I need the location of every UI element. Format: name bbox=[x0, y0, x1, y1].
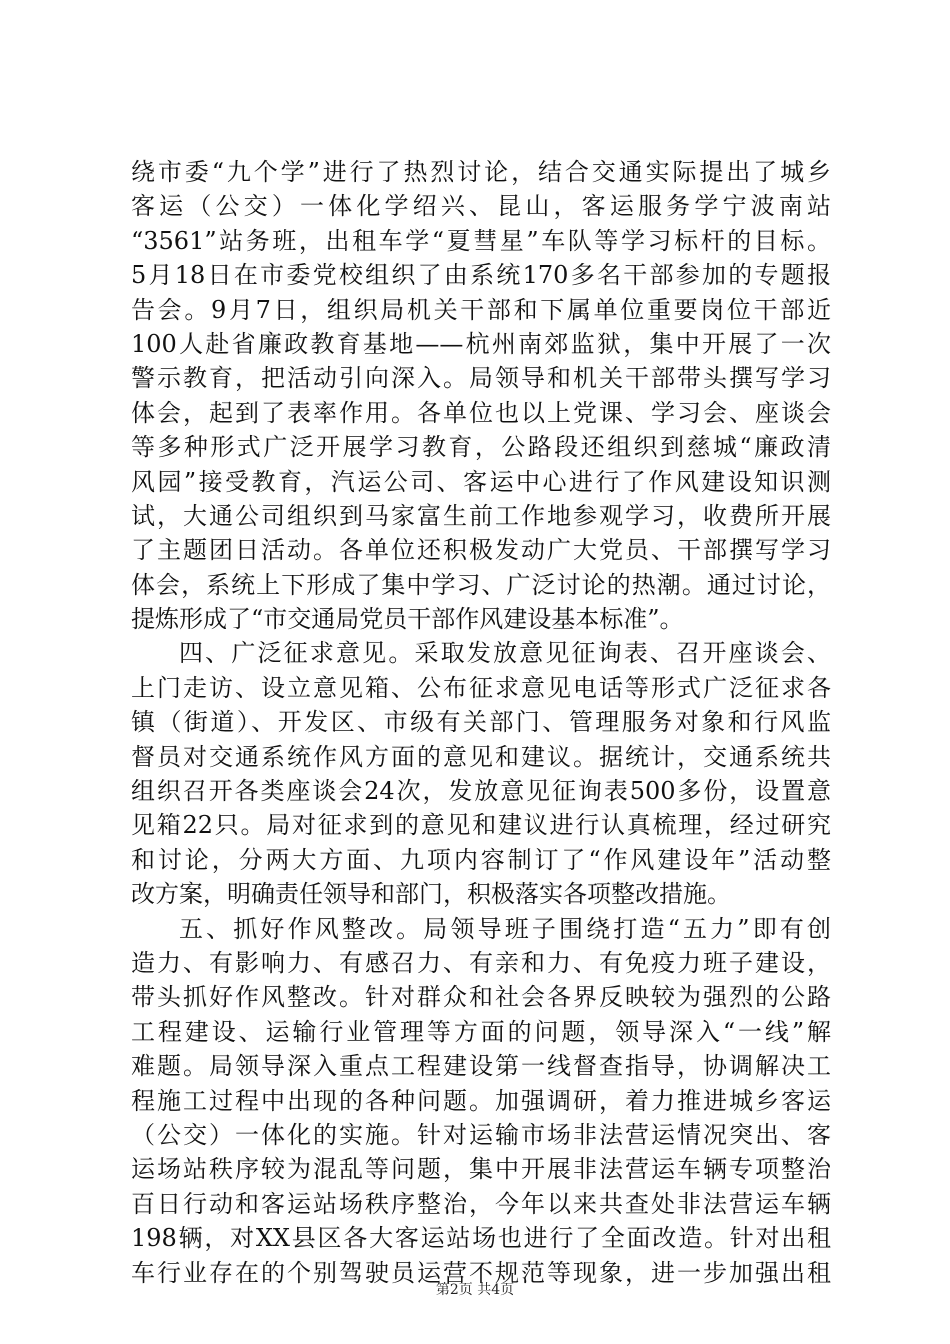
text-line: 难题。局领导深入重点工程建设第一线督查指导，协调解决工 bbox=[131, 1052, 831, 1081]
text-line: 四、广泛征求意见。采取发放意见征询表、召开座谈会、 bbox=[179, 639, 831, 668]
text-line: 运场站秩序较为混乱等问题，集中开展非法营运车辆专项整治 bbox=[131, 1155, 831, 1184]
text-line: 了主题团日活动。各单位还积极发动广大党员、干部撰写学习 bbox=[131, 536, 831, 565]
text-line: （公交）一体化的实施。针对运输市场非法营运情况突出、客 bbox=[131, 1120, 831, 1149]
text-line: 体会，起到了表率作用。各单位也以上党课、学习会、座谈会 bbox=[131, 398, 831, 427]
text-line: 告会。9月7日，组织局机关干部和下属单位重要岗位干部近 bbox=[131, 295, 831, 324]
body-text bbox=[131, 155, 831, 1290]
text-line: 程施工过程中出现的各种问题。加强调研，着力推进城乡客运 bbox=[131, 1086, 831, 1115]
text-line: 和讨论，分两大方面、九项内容制订了“作风建设年”活动整 bbox=[131, 845, 831, 874]
text-line: 改方案，明确责任领导和部门，积极落实各项整改措施。 bbox=[131, 880, 731, 909]
text-line: 100人赴省廉政教育基地——杭州南郊监狱，集中开展了一次 bbox=[131, 329, 831, 358]
text-line: 上门走访、设立意见箱、公布征求意见电话等形式广泛征求各 bbox=[131, 673, 831, 702]
text-line: 工程建设、运输行业管理等方面的问题，领导深入“一线”解 bbox=[131, 1017, 831, 1046]
text-line: 五、抓好作风整改。局领导班子围绕打造“五力”即有创 bbox=[179, 914, 831, 943]
text-line: 试，大通公司组织到马家富生前工作地参观学习，收费所开展 bbox=[131, 501, 831, 530]
text-line: “3561”站务班，出租车学“夏彗星”车队等学习标杆的目标。 bbox=[131, 226, 831, 255]
text-line: 带头抓好作风整改。针对群众和社会各界反映较为强烈的公路 bbox=[131, 983, 831, 1012]
text-line: 车行业存在的个别驾驶员运营不规范等现象，进一步加强出租 bbox=[131, 1258, 831, 1287]
text-line: 造力、有影响力、有感召力、有亲和力、有免疫力班子建设， bbox=[131, 948, 831, 977]
text-line: 风园”接受教育，汽运公司、客运中心进行了作风建设知识测 bbox=[131, 467, 831, 496]
text-line: 镇（街道）、开发区、市级有关部门、管理服务对象和行风监 bbox=[131, 708, 831, 737]
text-line: 198辆，对XX县区各大客运站场也进行了全面改造。针对出租 bbox=[131, 1224, 831, 1253]
text-line: 客运（公交）一体化学绍兴、昆山，客运服务学宁波南站 bbox=[131, 192, 831, 221]
page-number: 第2页 共4页 bbox=[435, 1282, 515, 1298]
text-line: 5月18日在市委党校组织了由系统170多名干部参加的专题报 bbox=[131, 261, 831, 290]
text-line: 组织召开各类座谈会24次，发放意见征询表500多份，设置意 bbox=[131, 777, 831, 806]
text-line: 等多种形式广泛开展学习教育，公路段还组织到慈城“廉政清 bbox=[131, 433, 831, 462]
text-line: 见箱22只。局对征求到的意见和建议进行认真梳理，经过研究 bbox=[131, 811, 831, 840]
text-line: 绕市委“九个学”进行了热烈讨论，结合交通实际提出了城乡 bbox=[131, 158, 831, 186]
text-line: 百日行动和客运站场秩序整治，今年以来共查处非法营运车辆 bbox=[131, 1189, 831, 1218]
text-line: 警示教育，把活动引向深入。局领导和机关干部带头撰写学习 bbox=[131, 364, 831, 393]
text-line: 体会，系统上下形成了集中学习、广泛讨论的热潮。通过讨论， bbox=[131, 570, 831, 599]
text-line: 提炼形成了“市交通局党员干部作风建设基本标准”。 bbox=[131, 605, 684, 634]
text-line: 督员对交通系统作风方面的意见和建议。据统计，交通系统共 bbox=[131, 742, 831, 771]
